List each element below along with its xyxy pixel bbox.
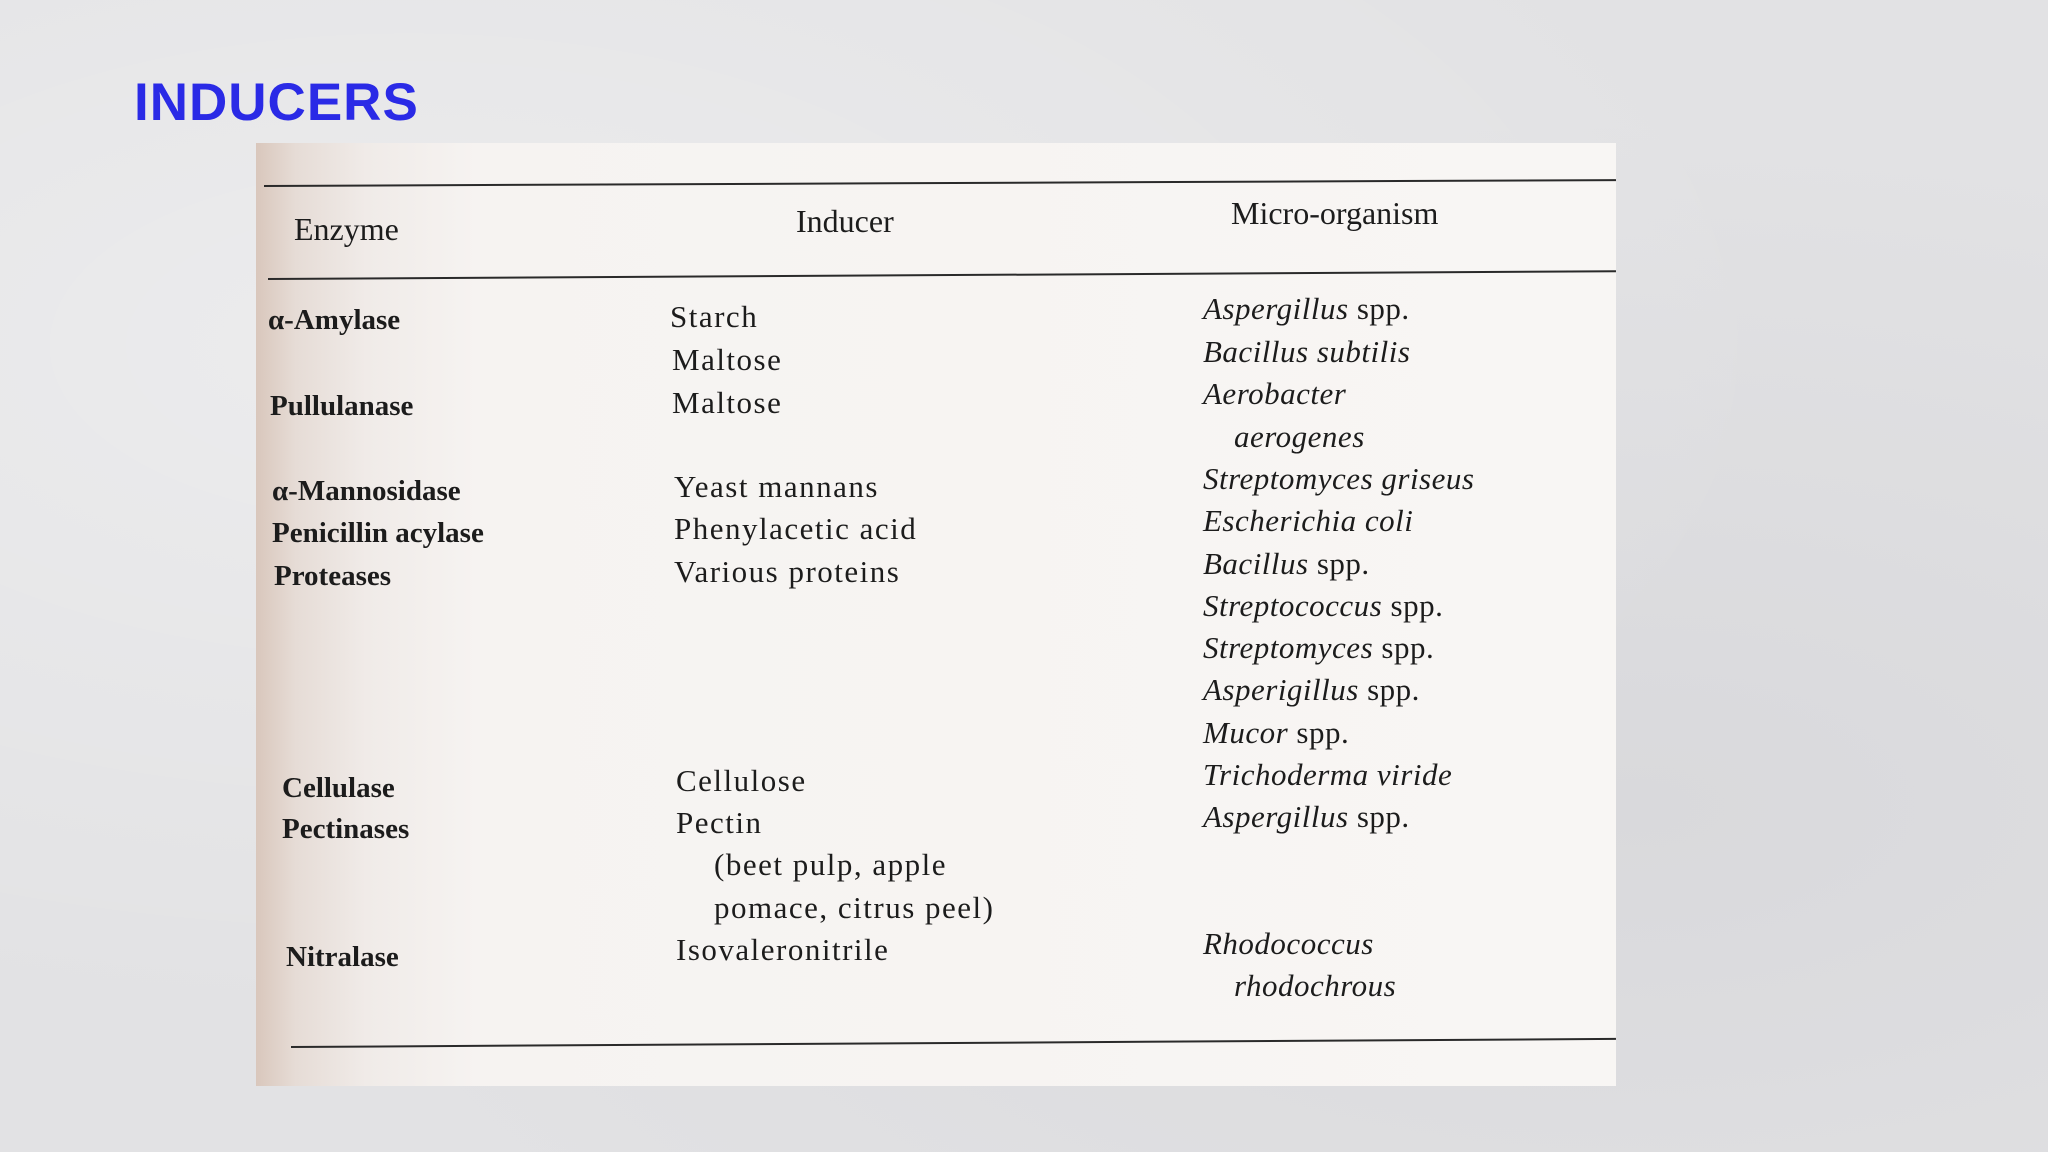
enzyme-cell: α-Amylase [268,304,401,336]
organism-cell [1203,378,1346,409]
organism-name: Streptomyces [1203,630,1374,665]
slide-title: INDUCERS [134,73,419,132]
enzyme-cell: Pullulanase [270,390,414,422]
organism-name: Asperigillus [1203,672,1359,707]
organism-cell [1203,548,1370,579]
organism-suffix: spp. [1308,546,1370,581]
organism-name: Streptococcus [1203,588,1383,623]
organism-cell [1203,717,1349,748]
organism-name: Escherichia coli [1203,503,1414,538]
organism-cell [1203,590,1443,621]
organism-suffix: spp. [1358,672,1420,707]
organism-name: Aerobacter [1203,376,1347,411]
organism-cell [1203,336,1410,367]
enzyme-cell: Nitralase [286,941,399,973]
organism-cell [1203,759,1452,790]
organism-suffix: spp. [1382,588,1444,623]
header-inducer: Inducer [796,203,894,239]
enzyme-cell: Penicillin acylase [272,517,484,549]
inducer-cell: Starch [670,299,759,334]
organism-name: rhodochrous [1234,968,1397,1003]
organism-name: Bacillus subtilis [1203,334,1411,369]
organism-cell [1203,293,1410,324]
organism-cell [1203,928,1374,959]
organism-cell [1203,801,1410,832]
organism-name: Aspergillus [1203,799,1349,834]
inducer-cell: Various proteins [674,554,901,589]
table-header-rule [268,270,1616,280]
inducer-cell: Phenylacetic acid [674,511,918,546]
organism-cell [1203,505,1413,536]
inducer-cell: Maltose [672,342,783,377]
organism-suffix: spp. [1348,291,1410,326]
organism-suffix: spp. [1288,715,1350,750]
organism-name: aerogenes [1234,419,1365,454]
inducer-cell: pomace, citrus peel) [714,890,995,925]
inducer-cell: (beet pulp, apple [714,847,947,882]
header-enzyme: Enzyme [294,211,399,247]
organism-name: Rhodococcus [1203,926,1374,961]
header-micro-organism: Micro-organism [1231,195,1439,231]
inducer-cell: Yeast mannans [674,469,879,504]
organism-suffix: spp. [1373,630,1435,665]
inducer-cell: Cellulose [676,763,807,798]
enzyme-cell: Pectinases [282,813,410,845]
organism-name: Mucor [1203,715,1289,750]
organism-name: Aspergillus [1203,291,1349,326]
enzyme-cell: α-Mannosidase [272,475,461,507]
organism-cell [1203,632,1434,663]
enzyme-cell: Cellulase [282,772,395,804]
organism-name: Trichoderma viride [1203,757,1453,792]
table-bottom-rule [291,1038,1616,1048]
organism-name: Bacillus [1203,546,1309,581]
inducer-cell: Isovaleronitrile [676,932,890,967]
organism-cell [1234,970,1396,1001]
scanned-table-image [256,143,1616,1086]
enzyme-cell: Proteases [274,560,392,592]
organism-suffix: spp. [1348,799,1410,834]
organism-name: Streptomyces griseus [1203,461,1475,496]
organism-cell [1234,421,1365,452]
inducer-cell: Maltose [672,385,783,420]
organism-cell [1203,463,1474,494]
inducer-cell: Pectin [676,805,763,840]
table-top-rule [264,179,1616,187]
organism-cell [1203,674,1420,705]
